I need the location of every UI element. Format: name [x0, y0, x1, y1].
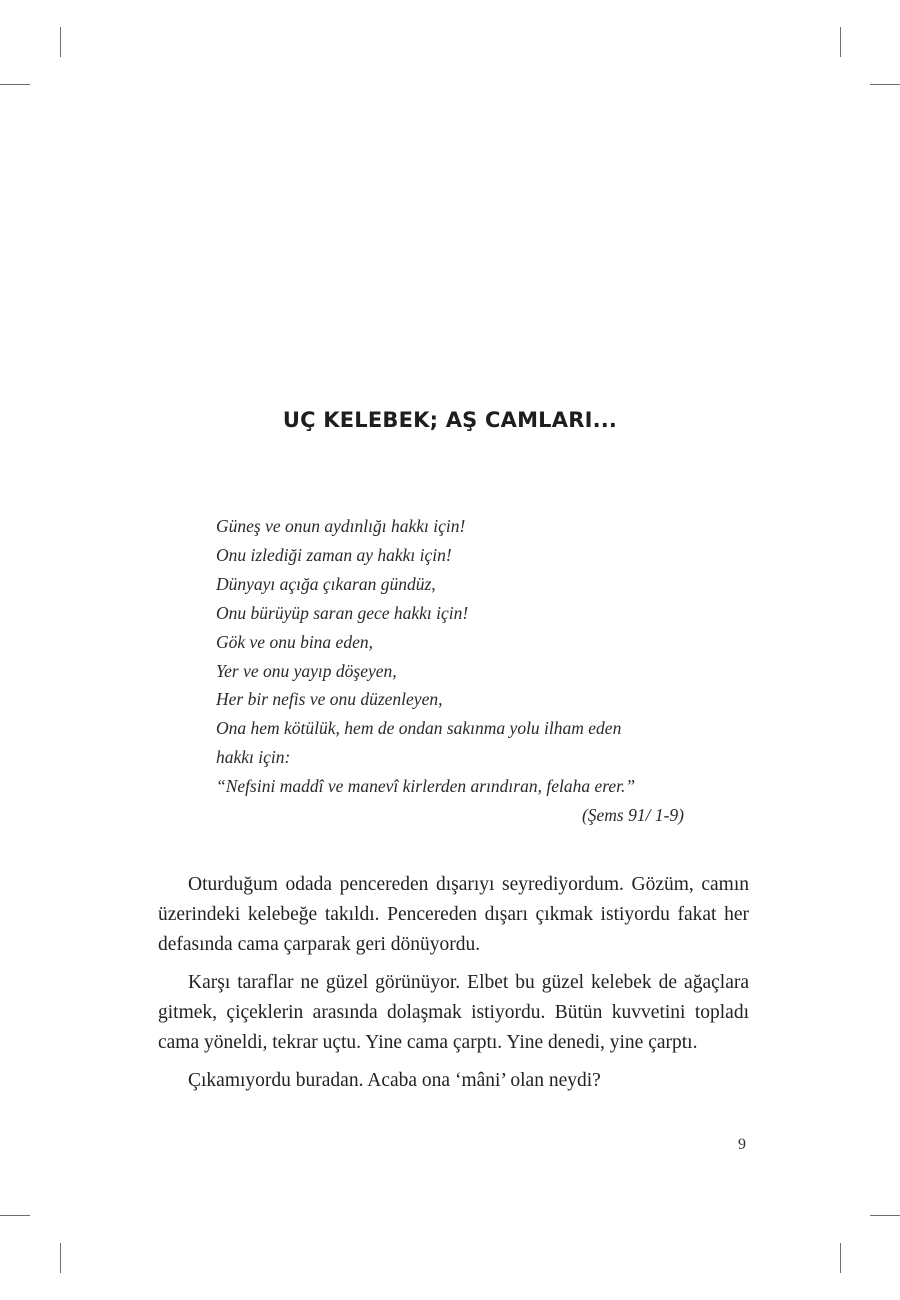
- verse-line: Her bir nefis ve onu düzenleyen,: [216, 689, 443, 710]
- verse-line: Onu bürüyüp saran gece hakkı için!: [216, 602, 469, 623]
- verse-line: hakkı için:: [216, 747, 291, 768]
- crop-mark-bottom-left: [60, 1243, 61, 1273]
- verse-line: Gök ve onu bina eden,: [216, 631, 373, 652]
- crop-mark-top-right-horizontal: [870, 84, 900, 85]
- body-text: [158, 870, 749, 1104]
- verse-quote: [216, 512, 686, 830]
- verse-line: Güneş ve onun aydınlığı hakkı için!: [216, 516, 466, 536]
- verse-line: “Nefsini maddî ve manevî kirlerden arındıran, felaha erer.”: [216, 776, 636, 797]
- paragraph: Oturduğum odada pencereden dışarıyı seyrediyordum. Gözüm, camın üzerindeki kelebeğe takıldı. Pencereden dışarı çıkmak istiyordu fakat her defasında cama çarparak geri dönüyordu.: [158, 874, 749, 955]
- crop-mark-top-left-horizontal: [0, 84, 30, 85]
- crop-mark-bottom-right-horizontal: [870, 1215, 900, 1216]
- crop-mark-top-right: [840, 27, 841, 57]
- page-number: 9: [738, 1136, 746, 1153]
- paragraph: Çıkamıyordu buradan. Acaba ona ‘mâni’ olan neydi?: [188, 1070, 601, 1091]
- verse-source: (Şems 91/ 1-9): [581, 805, 684, 826]
- crop-mark-bottom-left-horizontal: [0, 1215, 30, 1216]
- verse-line: Yer ve onu yayıp döşeyen,: [216, 660, 397, 681]
- verse-line: Ona hem kötülük, hem de ondan sakınma yolu ilham eden: [216, 718, 622, 739]
- crop-mark-bottom-right: [840, 1243, 841, 1273]
- verse-line: Onu izlediği zaman ay hakkı için!: [216, 544, 452, 565]
- verse-line: Dünyayı açığa çıkaran gündüz,: [216, 573, 436, 594]
- chapter-title: UÇ KELEBEK; AŞ CAMLARI...: [282, 408, 618, 432]
- crop-mark-top-left: [60, 27, 61, 57]
- paragraph: Karşı taraflar ne güzel görünüyor. Elbet bu güzel kelebek de ağaçlara gitmek, çiçeklerin arasında dolaşmak istiyordu. Bütün kuvvetini topladı cama yöneldi, tekrar uçtu. Yine cama çarptı. Yine denedi, yine çarptı.: [158, 972, 749, 1053]
